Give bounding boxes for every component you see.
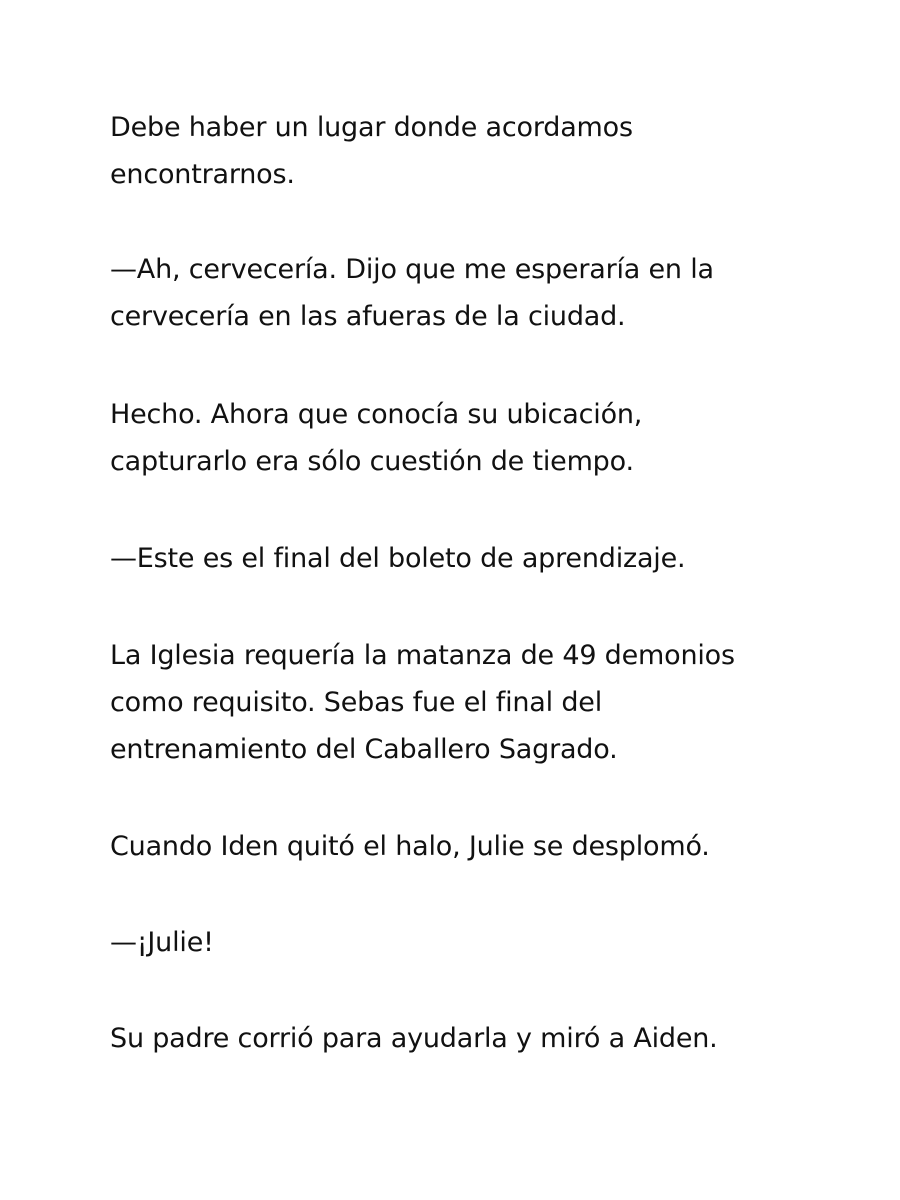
paragraph	[110, 104, 830, 198]
text-line: como requisito. Sebas fue el final del	[110, 687, 602, 718]
text-line: Cuando Iden quitó el halo, Julie se desplomó.	[110, 831, 710, 862]
text-line: Debe haber un lugar donde acordamos	[110, 112, 633, 143]
text-line: encontrarnos.	[110, 159, 295, 190]
text-line: —¡Julie!	[110, 927, 214, 958]
paragraph	[110, 246, 830, 340]
paragraph	[110, 1015, 830, 1062]
text-line: La Iglesia requería la matanza de 49 demonios	[110, 640, 735, 671]
paragraph	[110, 823, 830, 870]
paragraph	[110, 535, 830, 582]
paragraph	[110, 919, 830, 966]
text-line: —Ah, cervecería. Dijo que me esperaría en la	[110, 254, 714, 285]
text-line: Hecho. Ahora que conocía su ubicación,	[110, 399, 643, 430]
text-line: cervecería en las afueras de la ciudad.	[110, 301, 626, 332]
paragraph	[110, 391, 830, 485]
paragraph	[110, 632, 830, 773]
text-line: entrenamiento del Caballero Sagrado.	[110, 734, 618, 765]
text-line: capturarlo era sólo cuestión de tiempo.	[110, 446, 634, 477]
text-line: Su padre corrió para ayudarla y miró a Aiden.	[110, 1023, 718, 1054]
text-line: —Este es el final del boleto de aprendizaje.	[110, 543, 686, 574]
